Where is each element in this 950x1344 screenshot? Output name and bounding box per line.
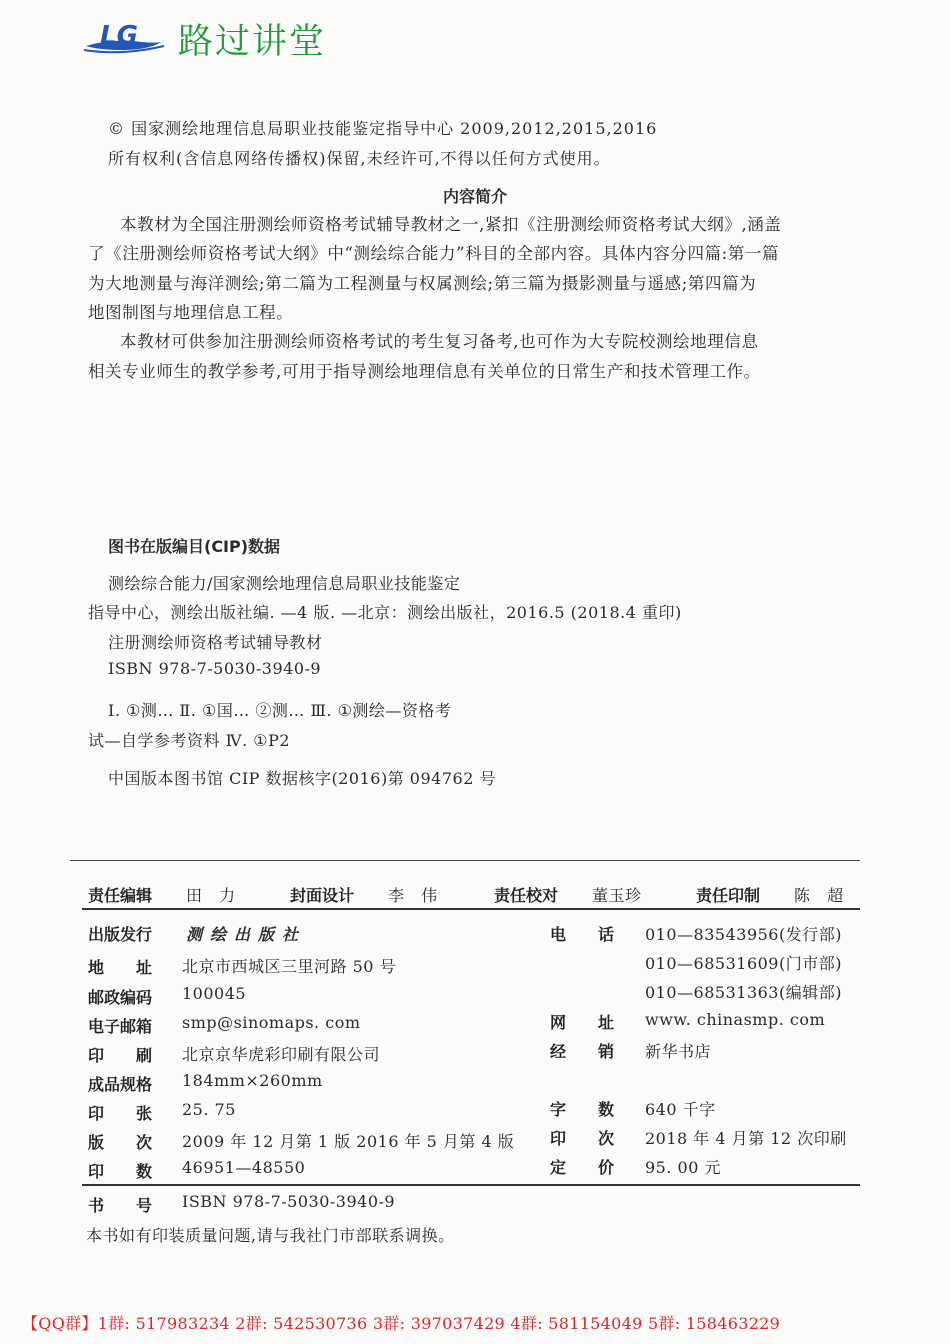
staff-value: 陈 超 [794, 886, 850, 905]
phone-value: 010—68531609(门市部) [645, 954, 842, 973]
copies-value: 46951—48550 [182, 1158, 306, 1177]
staff-label: 责任印制 [696, 886, 761, 905]
address-label: 地 址 [88, 958, 153, 977]
isbn-label: 书 号 [88, 1196, 153, 1215]
cip-line: 中国版本图书馆 CIP 数据核字(2016)第 094762 号 [108, 769, 496, 788]
summary-line: 地图制图与地理信息工程。 [88, 303, 294, 322]
price-label: 定 价 [550, 1158, 615, 1177]
divider [82, 908, 860, 910]
qq-groups-footer: 【QQ群】1群: 517983234 2群: 542530736 3群: 397037429 4群: 581154049 5群: 158463229 [22, 1314, 781, 1333]
staff-value: 李 伟 [388, 886, 444, 905]
cip-line: ISBN 978-7-5030-3940-9 [108, 659, 322, 678]
printing-label: 印 次 [550, 1129, 615, 1148]
summary-line: 相关专业师生的教学参考,可用于指导测绘地理信息有关单位的日常生产和技术管理工作。 [88, 362, 761, 381]
printing-value: 2018 年 4 月第 12 次印刷 [645, 1129, 847, 1148]
printer-label: 印 刷 [88, 1046, 153, 1065]
summary-line: 了《注册测绘师资格考试大纲》中“测绘综合能力”科目的全部内容。具体内容分四篇:第一篇 [88, 244, 780, 263]
distributor-label: 经 销 [550, 1042, 615, 1061]
phone-value: 010—83543956(发行部) [645, 925, 842, 944]
copyright-line-1: © 国家测绘地理信息局职业技能鉴定指导中心 2009,2012,2015,2016 [108, 119, 658, 138]
phone-label: 电 话 [550, 925, 615, 944]
cip-line: 注册测绘师资格考试辅导教材 [108, 633, 323, 652]
brand-name: 路过讲堂 [178, 22, 327, 62]
lg-logo-icon [82, 16, 166, 56]
summary-line: 本教材为全国注册测绘师资格考试辅导教材之一,紧扣《注册测绘师资格考试大纲》,涵盖 [120, 215, 782, 234]
quality-notice: 本书如有印装质量问题,请与我社门市部联系调换。 [86, 1226, 455, 1245]
summary-title: 内容简介 [442, 187, 507, 206]
edition-value: 2009 年 12 月第 1 版 2016 年 5 月第 4 版 [182, 1132, 515, 1151]
website-label: 网 址 [550, 1013, 615, 1032]
sheets-label: 印 张 [88, 1104, 153, 1123]
cip-line: 测绘综合能力/国家测绘地理信息局职业技能鉴定 [108, 574, 461, 593]
staff-value: 董玉珍 [592, 886, 642, 905]
edition-label: 版 次 [88, 1133, 153, 1152]
svg-text:LG: LG [100, 21, 138, 51]
divider [70, 860, 860, 861]
divider [82, 1184, 860, 1186]
staff-value: 田 力 [186, 886, 242, 905]
copies-label: 印 数 [88, 1162, 153, 1181]
staff-label: 责任校对 [494, 886, 559, 905]
words-value: 640 千字 [645, 1100, 716, 1119]
words-label: 字 数 [550, 1100, 615, 1119]
summary-line: 本教材可供参加注册测绘师资格考试的考生复习备考,也可作为大专院校测绘地理信息 [120, 332, 759, 351]
distributor-value: 新华书店 [645, 1042, 712, 1061]
website-value: www. chinasmp. com [645, 1010, 826, 1029]
staff-label: 封面设计 [290, 886, 355, 905]
size-label: 成品规格 [88, 1075, 153, 1094]
isbn-value: ISBN 978-7-5030-3940-9 [182, 1192, 396, 1211]
email-label: 电子邮箱 [88, 1017, 153, 1036]
phone-value: 010—68531363(编辑部) [645, 983, 842, 1002]
size-value: 184mm×260mm [182, 1071, 323, 1090]
publisher-value: 测绘出版社 [186, 925, 307, 944]
summary-line: 为大地测量与海洋测绘;第二篇为工程测量与权属测绘;第三篇为摄影测量与遥感;第四篇为 [88, 274, 757, 293]
cip-line: Ⅰ. ①测… Ⅱ. ①国… ②测… Ⅲ. ①测绘—资格考 [108, 701, 452, 720]
cip-title: 图书在版编目(CIP)数据 [108, 537, 281, 556]
address-value: 北京市西城区三里河路 50 号 [182, 957, 397, 976]
copyright-line-2: 所有权利(含信息网络传播权)保留,未经许可,不得以任何方式使用。 [108, 149, 611, 168]
publisher-label: 出版发行 [88, 925, 153, 944]
printer-value: 北京京华虎彩印刷有限公司 [182, 1045, 381, 1064]
cip-line: 试—自学参考资料 Ⅳ. ①P2 [88, 731, 291, 750]
staff-label: 责任编辑 [88, 886, 153, 905]
sheets-value: 25. 75 [182, 1100, 236, 1119]
price-value: 95. 00 元 [645, 1158, 721, 1177]
cip-line: 指导中心，测绘出版社编. —4 版. —北京：测绘出版社，2016.5 (2018.4 重印) [88, 603, 682, 622]
postcode-label: 邮政编码 [88, 988, 153, 1007]
email-value: smp@sinomaps. com [182, 1013, 361, 1032]
postcode-value: 100045 [182, 984, 247, 1003]
